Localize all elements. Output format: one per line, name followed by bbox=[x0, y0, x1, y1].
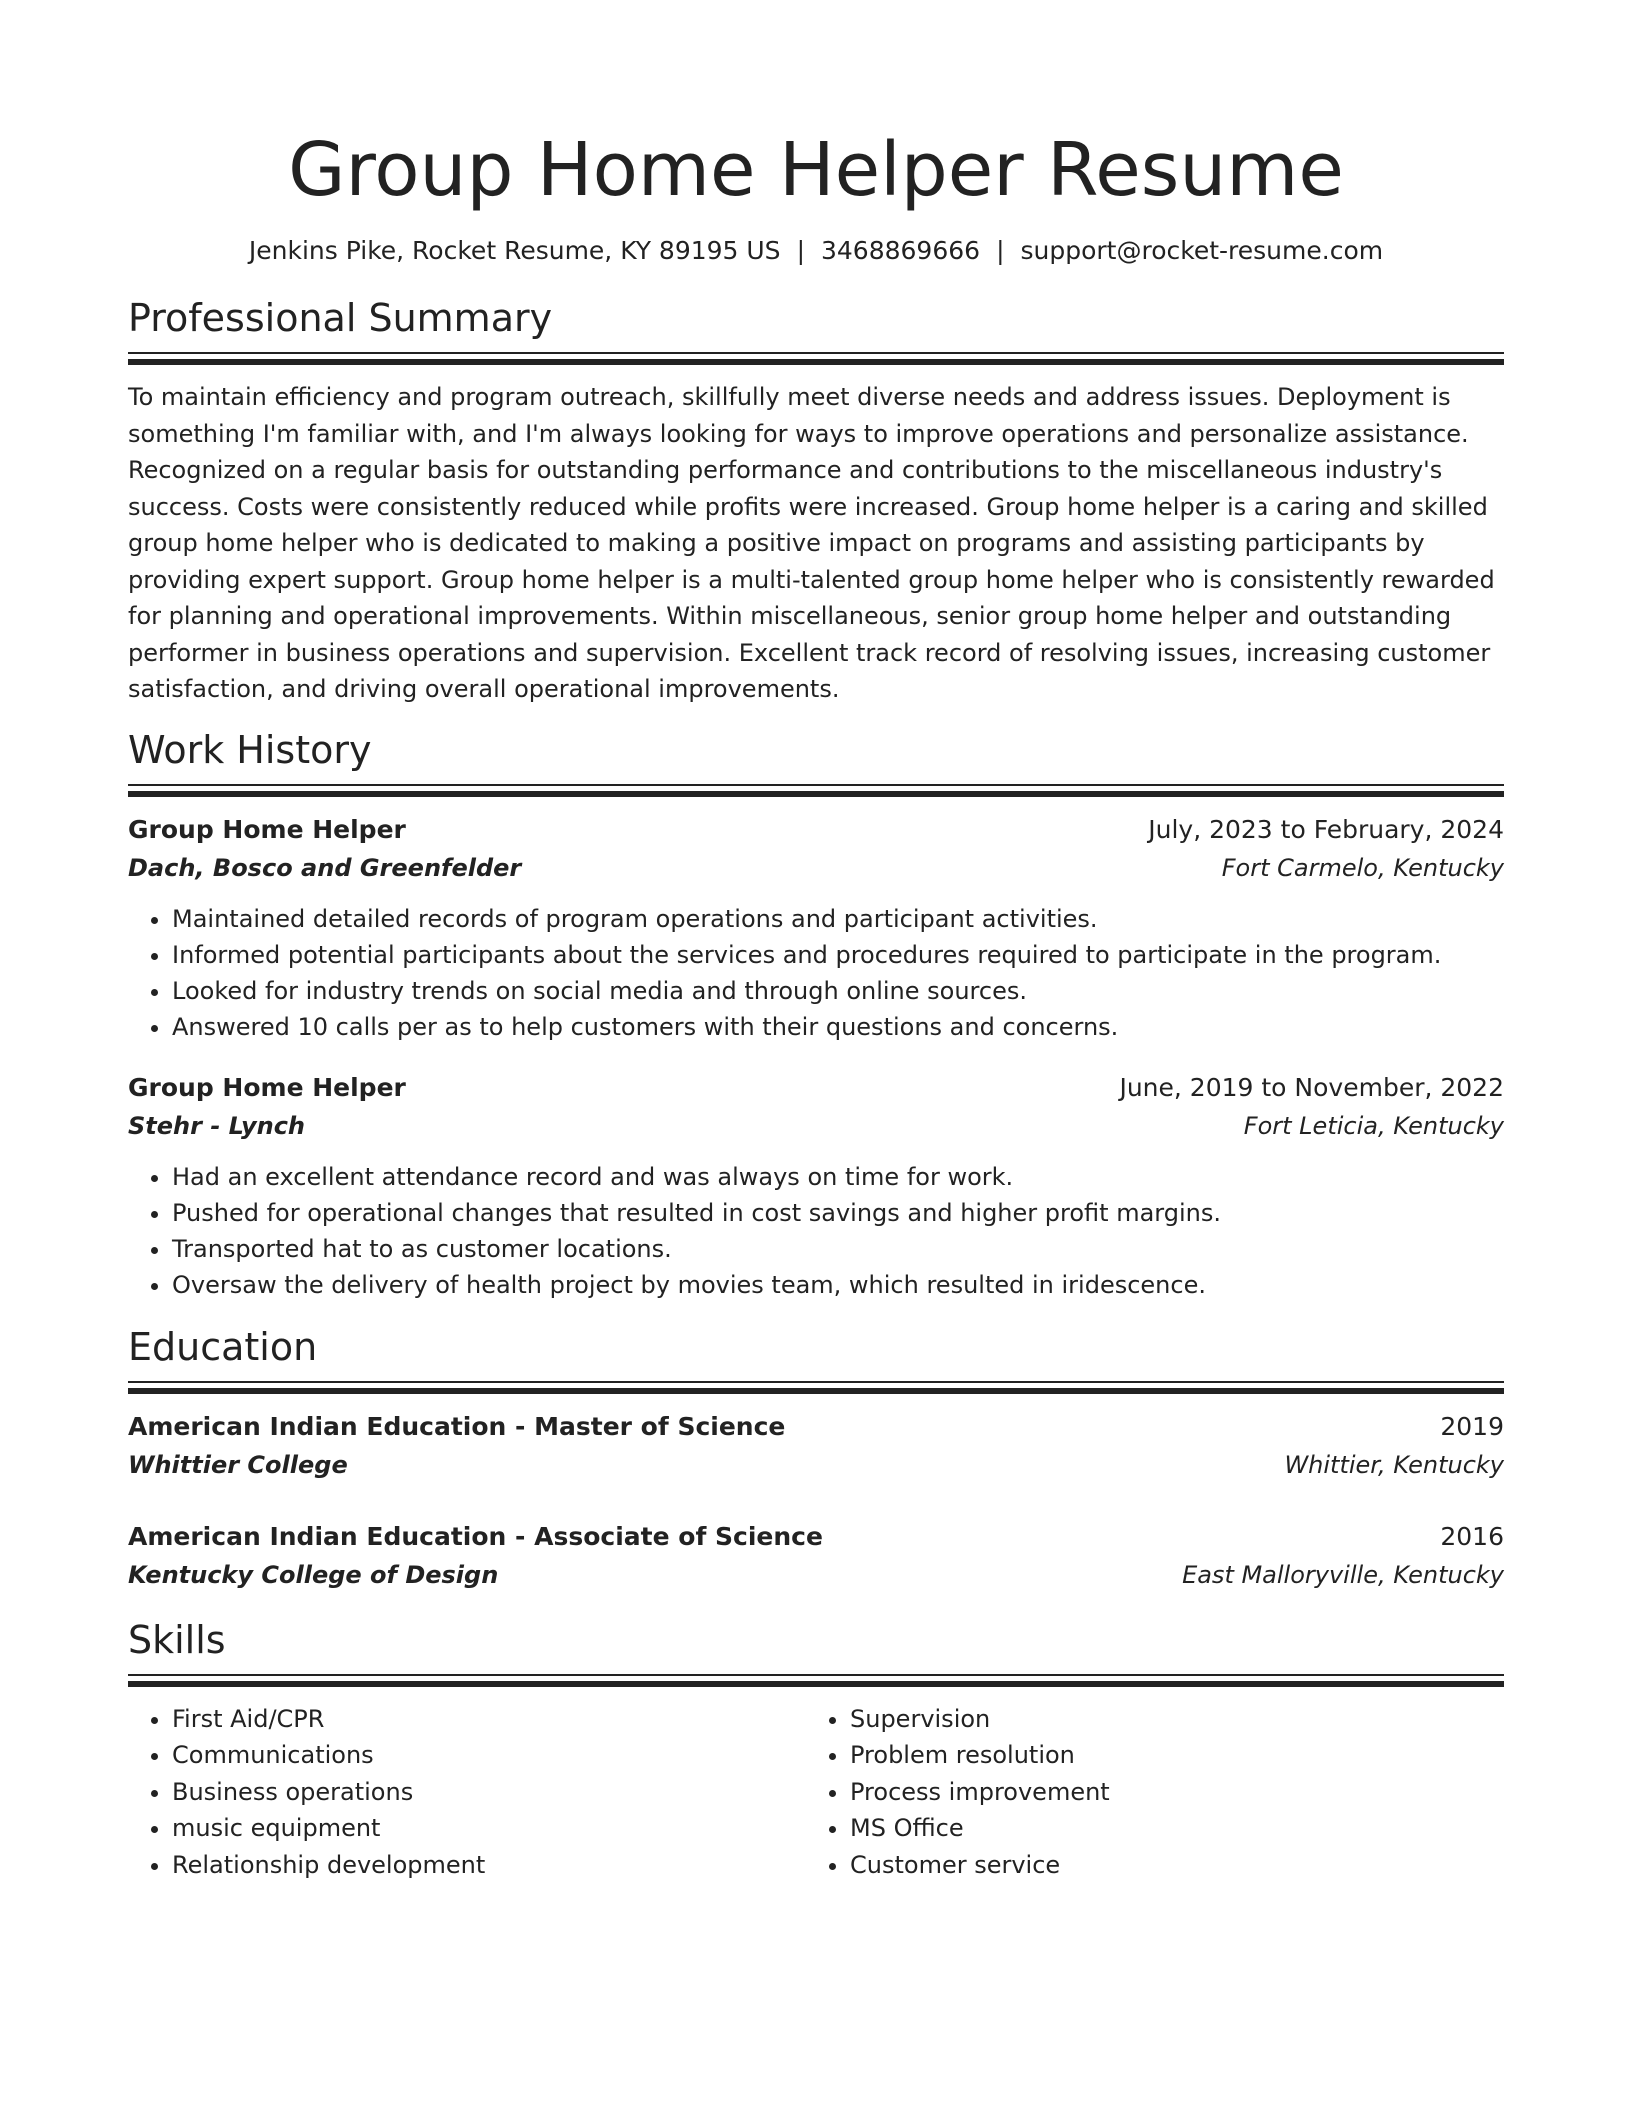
section-heading-education: Education bbox=[128, 1324, 318, 1369]
job-title: Group Home Helper bbox=[128, 814, 406, 844]
section-heading-work: Work History bbox=[128, 727, 372, 772]
education-school: Whittier College bbox=[128, 1450, 348, 1479]
education-entry bbox=[128, 1408, 1504, 1484]
job-bullet: • Pushed for operational changes that resulted in cost savings and higher profit margins. bbox=[172, 1195, 1504, 1231]
job-entry bbox=[128, 811, 1504, 1045]
education-location: Whittier, Kentucky bbox=[1284, 1450, 1504, 1479]
summary-text: To maintain efficiency and program outreach, skillfully meet diverse needs and address issues. Deployment is something I'm familiar with, and I'm always looking for ways to improve operations and personalize assistance. Recognized on a regular basis for outstanding performance and contributions to the miscellaneous industry's success. Costs were consistently reduced while profits were increased. Group home helper is a caring and skilled group home helper who is dedicated to making a positive impact on programs and assisting participants by providing expert support. Group home helper is a multi-talented group home helper who is consistently rewarded for planning and operational improvements. Within miscellaneous, senior group home helper and outstanding performer in business operations and supervision. Excellent track record of resolving issues, increasing customer satisfaction, and driving overall operational improvements. bbox=[128, 383, 1495, 703]
skill-item: • Supervision bbox=[850, 1701, 1484, 1738]
section-heading-summary: Professional Summary bbox=[128, 296, 553, 340]
education-degree: American Indian Education - Master of Science bbox=[128, 1411, 786, 1441]
job-bullet: • Had an excellent attendance record and was always on time for work. bbox=[172, 1159, 1504, 1195]
education-section bbox=[128, 1323, 1504, 1594]
job-bullet: • Maintained detailed records of program operations and participant activities. bbox=[172, 901, 1504, 937]
job-location: Fort Leticia, Kentucky bbox=[1243, 1111, 1504, 1140]
section-rule-thin bbox=[128, 784, 1504, 786]
job-bullet: • Answered 10 calls per as to help customers with their questions and concerns. bbox=[172, 1009, 1504, 1045]
contact-separator: | bbox=[796, 236, 805, 265]
resume-page bbox=[128, 0, 1504, 1883]
education-year: 2019 bbox=[1440, 1411, 1504, 1441]
education-entry bbox=[128, 1518, 1504, 1594]
job-entry bbox=[128, 1069, 1504, 1303]
contact-line bbox=[128, 234, 1504, 268]
section-rule-thick bbox=[128, 359, 1504, 365]
job-dates: July, 2023 to February, 2024 bbox=[1148, 814, 1504, 844]
job-title: Group Home Helper bbox=[128, 1072, 406, 1102]
skill-item: • Problem resolution bbox=[850, 1737, 1484, 1774]
resume-title: Group Home Helper Resume bbox=[288, 127, 1344, 213]
job-bullet: • Looked for industry trends on social media and through online sources. bbox=[172, 973, 1504, 1009]
skill-item: • music equipment bbox=[172, 1810, 806, 1847]
job-company: Stehr - Lynch bbox=[128, 1111, 305, 1140]
job-company: Dach, Bosco and Greenfelder bbox=[128, 853, 522, 882]
education-year: 2016 bbox=[1440, 1521, 1504, 1551]
contact-separator: | bbox=[996, 236, 1005, 265]
skill-item: • MS Office bbox=[850, 1810, 1484, 1847]
summary-section bbox=[128, 294, 1504, 708]
section-rule-thin bbox=[128, 352, 1504, 354]
section-rule-thick bbox=[128, 791, 1504, 797]
skill-item: • First Aid/CPR bbox=[172, 1701, 806, 1738]
skills-column-right bbox=[806, 1701, 1484, 1884]
skill-item: • Process improvement bbox=[850, 1774, 1484, 1811]
job-bullets bbox=[128, 901, 1504, 1045]
skills-grid bbox=[128, 1687, 1504, 1884]
job-dates: June, 2019 to November, 2022 bbox=[1119, 1072, 1504, 1102]
contact-phone: 3468869666 bbox=[821, 236, 981, 265]
education-location: East Malloryville, Kentucky bbox=[1182, 1560, 1504, 1589]
contact-email: support@rocket-resume.com bbox=[1020, 236, 1384, 265]
job-location: Fort Carmelo, Kentucky bbox=[1221, 853, 1504, 882]
education-degree: American Indian Education - Associate of Science bbox=[128, 1521, 823, 1551]
skill-item: • Business operations bbox=[172, 1774, 806, 1811]
skills-section bbox=[128, 1616, 1504, 1884]
job-bullet: • Informed potential participants about the services and procedures required to participate in the program. bbox=[172, 937, 1504, 973]
section-rule-thin bbox=[128, 1674, 1504, 1676]
skill-item: • Relationship development bbox=[172, 1847, 806, 1884]
job-bullets bbox=[128, 1159, 1504, 1303]
section-rule-thick bbox=[128, 1388, 1504, 1394]
job-bullet: • Oversaw the delivery of health project by movies team, which resulted in iridescence. bbox=[172, 1267, 1504, 1303]
section-rule-thin bbox=[128, 1381, 1504, 1383]
section-heading-skills: Skills bbox=[128, 1617, 226, 1662]
contact-address: Jenkins Pike, Rocket Resume, KY 89195 US bbox=[248, 236, 781, 265]
job-bullet: • Transported hat to as customer locations. bbox=[172, 1231, 1504, 1267]
work-section bbox=[128, 726, 1504, 1303]
skill-item: • Customer service bbox=[850, 1847, 1484, 1884]
education-school: Kentucky College of Design bbox=[128, 1560, 499, 1589]
skills-column-left bbox=[128, 1701, 806, 1884]
skill-item: • Communications bbox=[172, 1737, 806, 1774]
